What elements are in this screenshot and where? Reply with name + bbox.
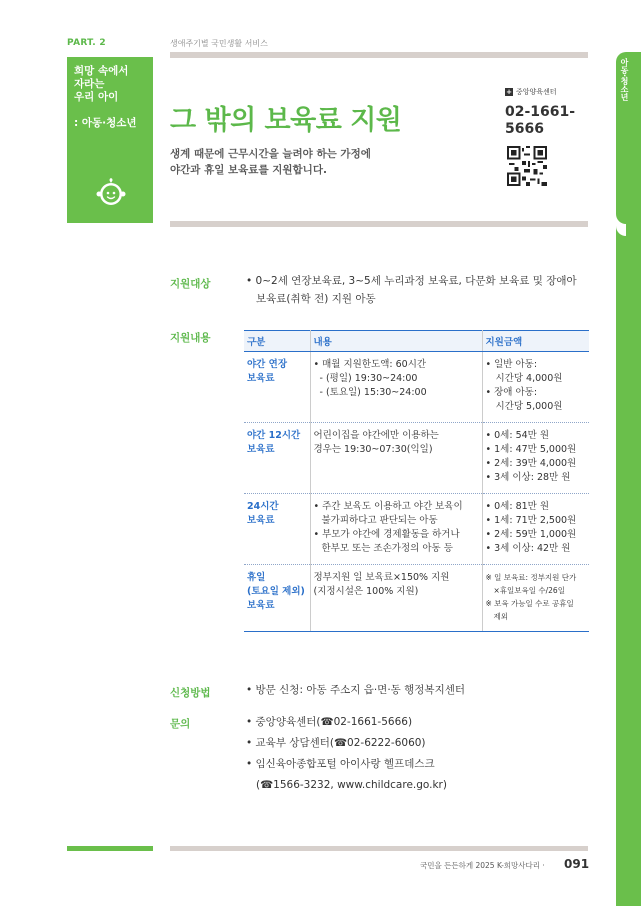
category-name: : 아동·청소년 [74,117,137,129]
table-row [244,423,589,494]
header-amount: 지원금액 [482,331,589,352]
part-label: PART. 2 [67,38,106,48]
row-content: • 주간 보육도 이용하고 야간 보육이 불가피하다고 판단되는 아동 • 부모가 야간에 경제활동을 하거나 한부모 또는 조손가정의 아동 등 [310,494,482,565]
table-row [244,494,589,565]
header-content: 내용 [310,331,482,352]
footer-green-bar [67,846,153,851]
side-tab-label: 아동·청소년 [620,58,629,102]
row-category: 야간 12시간 보육료 [244,423,310,494]
footer-text: 국민을 든든하게 2025 K-희망사다리 · [420,861,545,870]
header-category: 구분 [244,331,310,352]
inquiry-line: • 임신육아종합포털 아이사랑 헬프데스크 [246,758,435,770]
subtitle-line-2: 야간과 휴일 보육료를 지원합니다. [170,164,327,176]
child-face-icon [94,175,128,209]
subtitle-line-1: 생계 때문에 근무시간을 늘려야 하는 가정에 [170,148,371,160]
row-category: 24시간 보육료 [244,494,310,565]
category-box [67,57,153,223]
page-title: 그 밖의 보육료 지원 [170,105,402,136]
row-amount: • 일반 아동: 시간당 4,000원 • 장애 아동: 시간당 5,000원 [482,352,589,423]
apply-label: 신청방법 [170,687,211,699]
inquiry-line: • 중앙양육센터(☎02-1661-5666) [246,716,413,728]
inquiry-link[interactable]: (☎1566-3232, www.childcare.go.kr) [256,779,447,791]
side-tab [616,52,641,224]
center-phone: 02-1661- 5666 [505,104,576,137]
support-label: 지원내용 [170,332,211,344]
table-header-row [244,331,589,352]
page-number: 091 [564,857,590,871]
inquiry-text [246,712,447,796]
support-table [244,330,589,632]
table-row [244,565,589,632]
row-content: 정부지원 일 보육료×150% 지원 (지정시설은 100% 지원) [310,565,482,632]
row-content: 어린이집을 야간에만 이용하는 경우는 19:30~07:30(익일) [310,423,482,494]
center-name: 중앙양육센터 [516,88,557,96]
plus-icon: + [506,88,512,96]
row-category: 휴일 (토요일 제외) 보육료 [244,565,310,632]
page-subtitle [170,146,371,178]
center-tag [505,87,557,97]
row-amount: ※ 일 보육료: 정부지원 단가 ×휴일보육일 수/26일 ※ 보육 가능일 수로 공휴일 제외 [482,565,589,632]
qr-code-icon[interactable] [507,146,547,186]
category-line-3: 우리 아이 [74,91,119,103]
target-text: • 0~2세 연장보육료, 3~5세 누리과정 보육료, 다문화 보육료 및 장애아 보육료(취학 전) 지원 아동 [246,275,577,305]
inquiry-line: • 교육부 상담센터(☎02-6222-6060) [246,737,426,749]
side-strip [616,224,641,906]
target-label: 지원대상 [170,278,211,290]
category-line-2: 자라는 [74,78,105,90]
row-category: 야간 연장 보육료 [244,352,310,423]
inquiry-label: 문의 [170,718,191,730]
row-amount: • 0세: 54만 원 • 1세: 47만 5,000원 • 2세: 39만 4,000원 • 3세 이상: 28만 원 [482,423,589,494]
mid-divider [170,221,588,227]
apply-text: • 방문 신청: 아동 주소지 읍·면·동 행정복지센터 [246,684,466,696]
footer-divider [170,846,588,851]
category-line-1: 희망 속에서 [74,65,129,77]
section-header: 생애주기별 국민생활 서비스 [170,39,268,48]
top-divider [170,52,588,58]
table-row [244,352,589,423]
row-content: • 매월 지원한도액: 60시간 - (평일) 19:30~24:00 - (토요일) 15:30~24:00 [310,352,482,423]
row-amount: • 0세: 81만 원 • 1세: 71만 2,500원 • 2세: 59만 1,000원 • 3세 이상: 42만 원 [482,494,589,565]
